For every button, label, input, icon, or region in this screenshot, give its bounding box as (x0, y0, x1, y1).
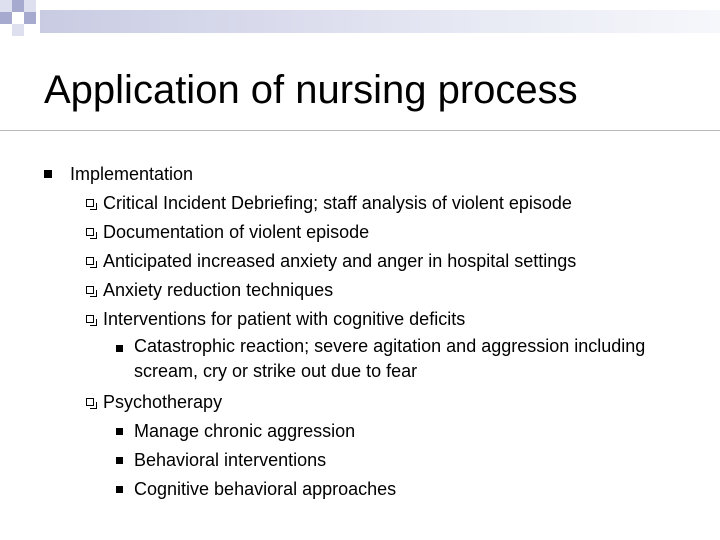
title-divider (0, 130, 720, 131)
square-bullet-icon (116, 486, 123, 493)
hollow-square-bullet-icon (86, 398, 94, 406)
square-bullet-icon (116, 457, 123, 464)
list-item (0, 160, 720, 189)
list-item (0, 189, 720, 218)
list-item (0, 276, 720, 305)
list-item (0, 475, 720, 504)
decor-square (12, 0, 24, 12)
hollow-square-bullet-icon (86, 228, 94, 236)
hollow-square-bullet-icon (86, 315, 94, 323)
decor-square (12, 24, 24, 36)
list-item (0, 247, 720, 276)
list-item-label: Manage chronic aggression (134, 421, 356, 441)
decor-square (24, 0, 36, 12)
header-decoration (0, 0, 720, 42)
decor-square (36, 0, 46, 10)
square-bullet-icon (44, 170, 52, 178)
hollow-square-bullet-icon (86, 257, 94, 265)
list-item-label: Critical Incident Debriefing; staff analysis of violent episode (103, 193, 572, 213)
decor-square (0, 24, 12, 36)
square-bullet-icon (116, 345, 123, 352)
list-item-label: Psychotherapy (103, 392, 223, 412)
slide-title: Application of nursing process (44, 68, 578, 112)
decor-square (24, 12, 36, 24)
header-gradient-bar (40, 10, 720, 33)
list-item-label: Documentation of violent episode (103, 222, 370, 242)
list-item (0, 305, 720, 334)
list-item-label: Anticipated increased anxiety and anger in hospital settings (103, 251, 577, 271)
list-item-label: Implementation (70, 164, 194, 184)
list-item (0, 334, 720, 388)
decor-square (0, 12, 12, 24)
list-item-label: Catastrophic reaction; severe agitation and aggression including scream, cry or strike out due to fear (134, 336, 646, 381)
hollow-square-bullet-icon (86, 199, 94, 207)
slide-body (0, 160, 720, 504)
list-item (0, 218, 720, 247)
list-item (0, 388, 720, 417)
decor-square (0, 0, 12, 12)
square-bullet-icon (116, 428, 123, 435)
list-item (0, 446, 720, 475)
list-item-label: Interventions for patient with cognitive deficits (103, 309, 466, 329)
list-item (0, 417, 720, 446)
list-item-label: Behavioral interventions (134, 450, 327, 470)
list-item-label: Anxiety reduction techniques (103, 280, 334, 300)
list-item-label: Cognitive behavioral approaches (134, 479, 397, 499)
hollow-square-bullet-icon (86, 286, 94, 294)
